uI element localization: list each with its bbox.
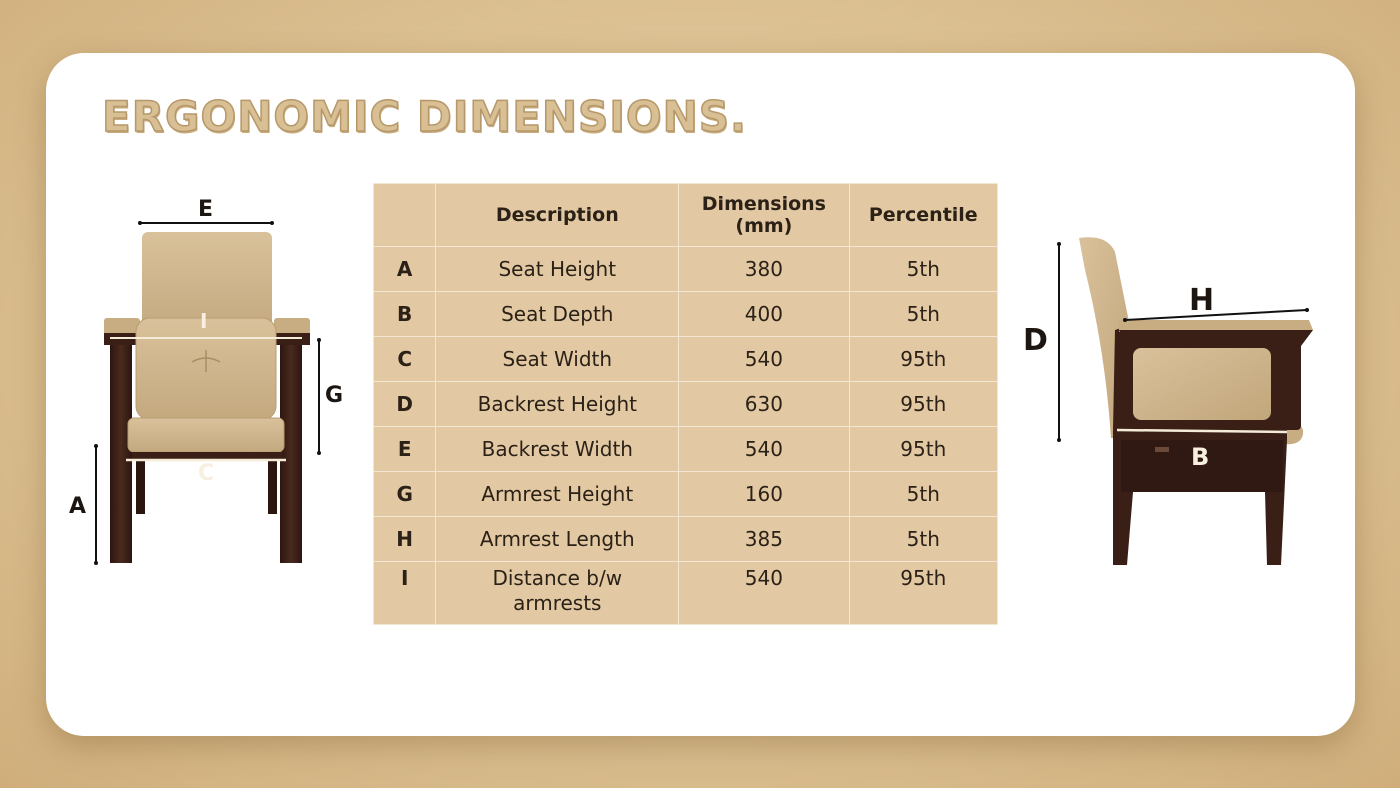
row-code: G	[374, 472, 436, 517]
label-e: E	[198, 197, 214, 222]
label-a: A	[69, 494, 87, 519]
row-dimension: 400	[679, 292, 849, 337]
row-description: Distance b/w armrests	[436, 562, 679, 625]
row-code: I	[374, 562, 436, 625]
side-view-chair	[1015, 230, 1335, 575]
row-code: H	[374, 517, 436, 562]
header-code	[374, 184, 436, 247]
back-leg	[136, 452, 145, 514]
table-row	[374, 292, 998, 337]
row-percentile: 5th	[849, 517, 997, 562]
row-description: Armrest Height	[436, 472, 679, 517]
row-dimension: 160	[679, 472, 849, 517]
side-fabric-panel	[1133, 348, 1271, 420]
header-dimensions-line1: Dimensions	[701, 193, 826, 215]
front-view-chair	[60, 190, 360, 580]
label-g: G	[325, 383, 344, 408]
row-description: Seat Height	[436, 247, 679, 292]
row-description: Backrest Height	[436, 382, 679, 427]
row-description: Armrest Length	[436, 517, 679, 562]
table-row	[374, 427, 998, 472]
row-percentile: 5th	[849, 292, 997, 337]
row-dimension: 385	[679, 517, 849, 562]
seat-cushion	[128, 418, 284, 452]
back-leg	[268, 452, 277, 514]
row-code: C	[374, 337, 436, 382]
row-percentile: 95th	[849, 337, 997, 382]
table-row	[374, 382, 998, 427]
label-b: B	[1191, 443, 1210, 471]
left-frame	[110, 338, 132, 563]
header-description: Description	[436, 184, 679, 247]
row-percentile: 95th	[849, 562, 997, 625]
row-percentile: 5th	[849, 247, 997, 292]
row-code: A	[374, 247, 436, 292]
row-description: Seat Depth	[436, 292, 679, 337]
row-percentile: 5th	[849, 472, 997, 517]
right-frame	[280, 338, 302, 563]
dimension-table	[373, 183, 998, 625]
table-row	[374, 337, 998, 382]
label-c: C	[198, 461, 215, 486]
row-dimension: 540	[679, 337, 849, 382]
row-dimension: 540	[679, 427, 849, 472]
header-dimensions-line2: (mm)	[735, 215, 793, 237]
row-code: D	[374, 382, 436, 427]
label-d: D	[1023, 323, 1048, 358]
label-h: H	[1189, 283, 1215, 318]
table-row	[374, 562, 998, 625]
row-dimension: 630	[679, 382, 849, 427]
table-row	[374, 247, 998, 292]
table-row	[374, 472, 998, 517]
row-description: Seat Width	[436, 337, 679, 382]
row-dimension: 540	[679, 562, 849, 625]
label-i: I	[200, 309, 208, 333]
header-dimensions	[679, 184, 849, 247]
row-code: E	[374, 427, 436, 472]
row-percentile: 95th	[849, 427, 997, 472]
row-percentile: 95th	[849, 382, 997, 427]
row-dimension: 380	[679, 247, 849, 292]
table-row	[374, 517, 998, 562]
row-code: B	[374, 292, 436, 337]
header-percentile: Percentile	[849, 184, 997, 247]
table-header-row	[374, 184, 998, 247]
page-title: ERGONOMIC DIMENSIONS.	[102, 92, 747, 141]
row-description: Backrest Width	[436, 427, 679, 472]
